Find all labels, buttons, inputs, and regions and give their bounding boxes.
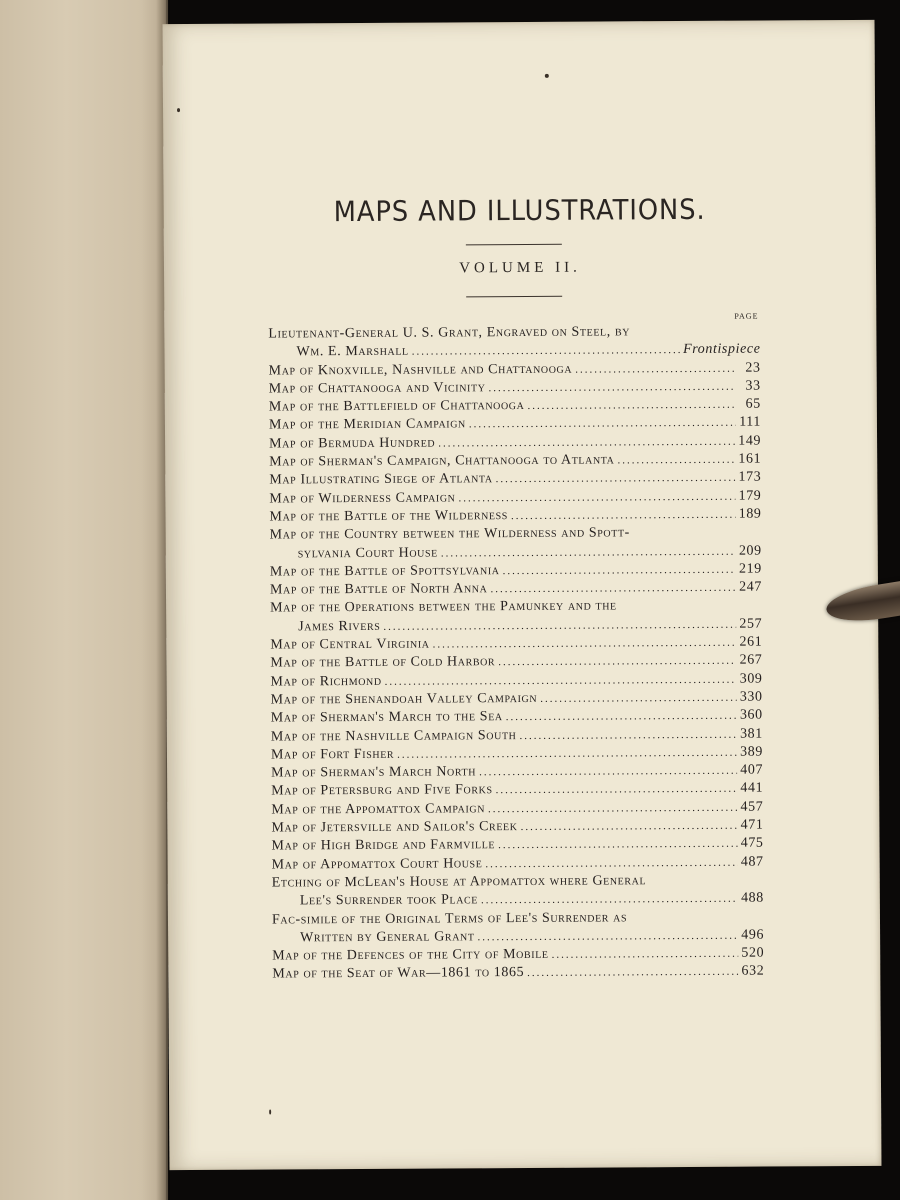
entry-title: Wm. E. Marshall: [296, 343, 409, 360]
dot-leader: [383, 615, 736, 635]
title-rule: [466, 244, 562, 246]
entry-title: Map Illustrating Siege of Atlanta: [269, 471, 493, 488]
dot-leader: [433, 634, 737, 654]
dot-leader: [521, 817, 738, 837]
entry-page-number: 189: [738, 506, 762, 522]
entry-page-number: 520: [741, 945, 765, 961]
entry-title: Map of Jetersville and Sailor's Creek: [271, 819, 518, 836]
dot-leader: [496, 469, 736, 489]
entry-page-number: 23: [745, 360, 761, 376]
book-page: [163, 20, 882, 1170]
entry-page-number: 441: [740, 780, 764, 797]
dot-leader: [506, 707, 737, 727]
entry-page-number: 33: [745, 378, 761, 394]
entry-title: Map of Richmond: [270, 673, 382, 690]
entry-page-number: 179: [738, 488, 762, 504]
dot-leader: [485, 853, 738, 873]
entry-page-number: 247: [739, 579, 763, 595]
dot-leader: [617, 451, 735, 470]
volume-rule: [466, 296, 562, 298]
entry-title: Map of Bermuda Hundred: [269, 435, 436, 452]
dot-leader: [477, 926, 738, 946]
entry-page-number: 309: [739, 671, 763, 687]
entry-page-number: 496: [741, 927, 765, 943]
entry-title: Map of Petersburg and Five Forks: [271, 782, 493, 799]
entry-page-number: 381: [739, 726, 763, 742]
entry-title: Map of the Shenandoah Valley Campaign: [270, 690, 538, 708]
list-item: [270, 579, 762, 600]
entry-title: Map of Central Virginia: [270, 636, 430, 653]
dot-leader: [481, 890, 738, 910]
dot-leader: [527, 963, 738, 983]
entry-title: Map of Sherman's March to the Sea: [270, 709, 503, 726]
entry-title: Map of the Battle of North Anna: [269, 581, 488, 598]
entry-title: Etching of McLean's House at Appomattox where General: [271, 873, 647, 891]
dot-leader: [503, 561, 737, 581]
entry-page-number: 65: [745, 396, 761, 412]
entry-title: Map of Chattanooga and Vicinity: [268, 380, 486, 397]
entry-title: Map of High Bridge and Farmville: [271, 837, 496, 854]
entry-page-number: 209: [738, 543, 762, 559]
entry-page-number: 407: [740, 762, 764, 778]
entry-title: Map of the Seat of War—1861 to 1865: [272, 965, 525, 982]
entry-page-number: 173: [738, 469, 762, 486]
entry-page-number: 111: [739, 415, 761, 431]
entry-title: Map of Knoxville, Nashville and Chattanooga: [268, 361, 573, 379]
entry-title: Map of Wilderness Campaign: [269, 490, 456, 507]
entry-title: Fac-simile of the Original Terms of Lee's Surrender as: [271, 909, 628, 928]
dot-leader: [488, 378, 735, 398]
dot-leader: [540, 689, 737, 708]
list-item: [272, 853, 764, 874]
entry-page-number: Frontispiece: [683, 341, 761, 358]
entry-title: Map of the Battle of Cold Harbor: [270, 654, 496, 671]
page-title: MAPS AND ILLUSTRATIONS.: [333, 192, 706, 229]
dot-leader: [519, 725, 737, 745]
entry-page-number: 471: [740, 817, 764, 833]
entry-page-number: 360: [739, 707, 763, 723]
entry-page-number: 267: [739, 652, 763, 669]
dot-leader: [552, 945, 739, 964]
dot-leader: [575, 359, 736, 378]
entry-title: Lee's Surrender took Place: [299, 892, 479, 909]
entry-page-number: 161: [738, 451, 762, 467]
list-item: [272, 890, 764, 911]
dot-leader: [496, 780, 738, 800]
dot-leader: [527, 396, 736, 416]
list-item: [272, 963, 764, 984]
entry-title: Map of Appomattox Court House: [271, 855, 483, 873]
dot-leader: [498, 652, 737, 672]
dot-leader: [488, 798, 738, 818]
dot-leader: [397, 744, 737, 764]
entry-title: sylvania Court House: [297, 545, 438, 561]
entry-title: Map of the Battle of the Wilderness: [269, 508, 508, 525]
dot-leader: [469, 414, 736, 434]
entry-title: Map of the Defences of the City of Mobile: [272, 946, 549, 964]
dot-leader: [498, 835, 738, 855]
entry-page-number: 261: [739, 634, 763, 650]
facing-blank-page: [0, 0, 168, 1200]
volume-heading: VOLUME II.: [459, 259, 581, 277]
entry-title: Written by General Grant: [300, 929, 475, 946]
dot-leader: [441, 542, 736, 562]
paper-speck: [177, 108, 180, 112]
list-item: [269, 506, 761, 527]
entry-page-number: 257: [739, 616, 763, 632]
dot-leader: [490, 579, 736, 599]
dot-leader: [511, 506, 736, 526]
paper-speck: [545, 74, 549, 78]
entry-title: Map of Sherman's Campaign, Chattanooga to Atlanta: [269, 452, 615, 470]
entry-title: Map of the Operations between the Pamunkey and the: [270, 598, 617, 616]
entry-title: Map of the Country between the Wilderness and Spott-: [269, 525, 630, 543]
paper-speck: [269, 1110, 271, 1115]
entry-page-number: 488: [740, 890, 764, 906]
dot-leader: [412, 341, 680, 361]
dot-leader: [385, 670, 737, 690]
entry-title: James Rivers: [298, 618, 381, 635]
entry-title: Map of Sherman's March North: [271, 764, 477, 781]
page-column-label: PAGE: [734, 311, 759, 321]
entry-title: Map of the Battle of Spottsylvania: [269, 562, 500, 580]
entry-page-number: 149: [738, 433, 762, 449]
illustrations-list: [268, 323, 764, 985]
entry-page-number: 457: [740, 799, 764, 815]
entry-page-number: 475: [740, 835, 764, 851]
dot-leader: [438, 432, 735, 452]
entry-title: Map of the Meridian Campaign: [268, 416, 466, 434]
entry-page-number: 487: [740, 854, 764, 870]
entry-title: Map of the Nashville Campaign South: [270, 727, 517, 745]
entry-title: Map of the Appomattox Campaign: [271, 800, 486, 818]
dot-leader: [479, 762, 737, 782]
entry-page-number: 389: [740, 744, 764, 760]
entry-page-number: 632: [741, 963, 765, 980]
entry-page-number: 219: [738, 561, 762, 577]
entry-title: Map of the Battlefield of Chattanooga: [268, 398, 525, 415]
entry-title: Map of Fort Fisher: [270, 746, 395, 763]
entry-title: Lieutenant-General U. S. Grant, Engraved on Steel, by: [268, 324, 631, 342]
dot-leader: [458, 487, 735, 507]
entry-page-number: 330: [739, 689, 763, 705]
